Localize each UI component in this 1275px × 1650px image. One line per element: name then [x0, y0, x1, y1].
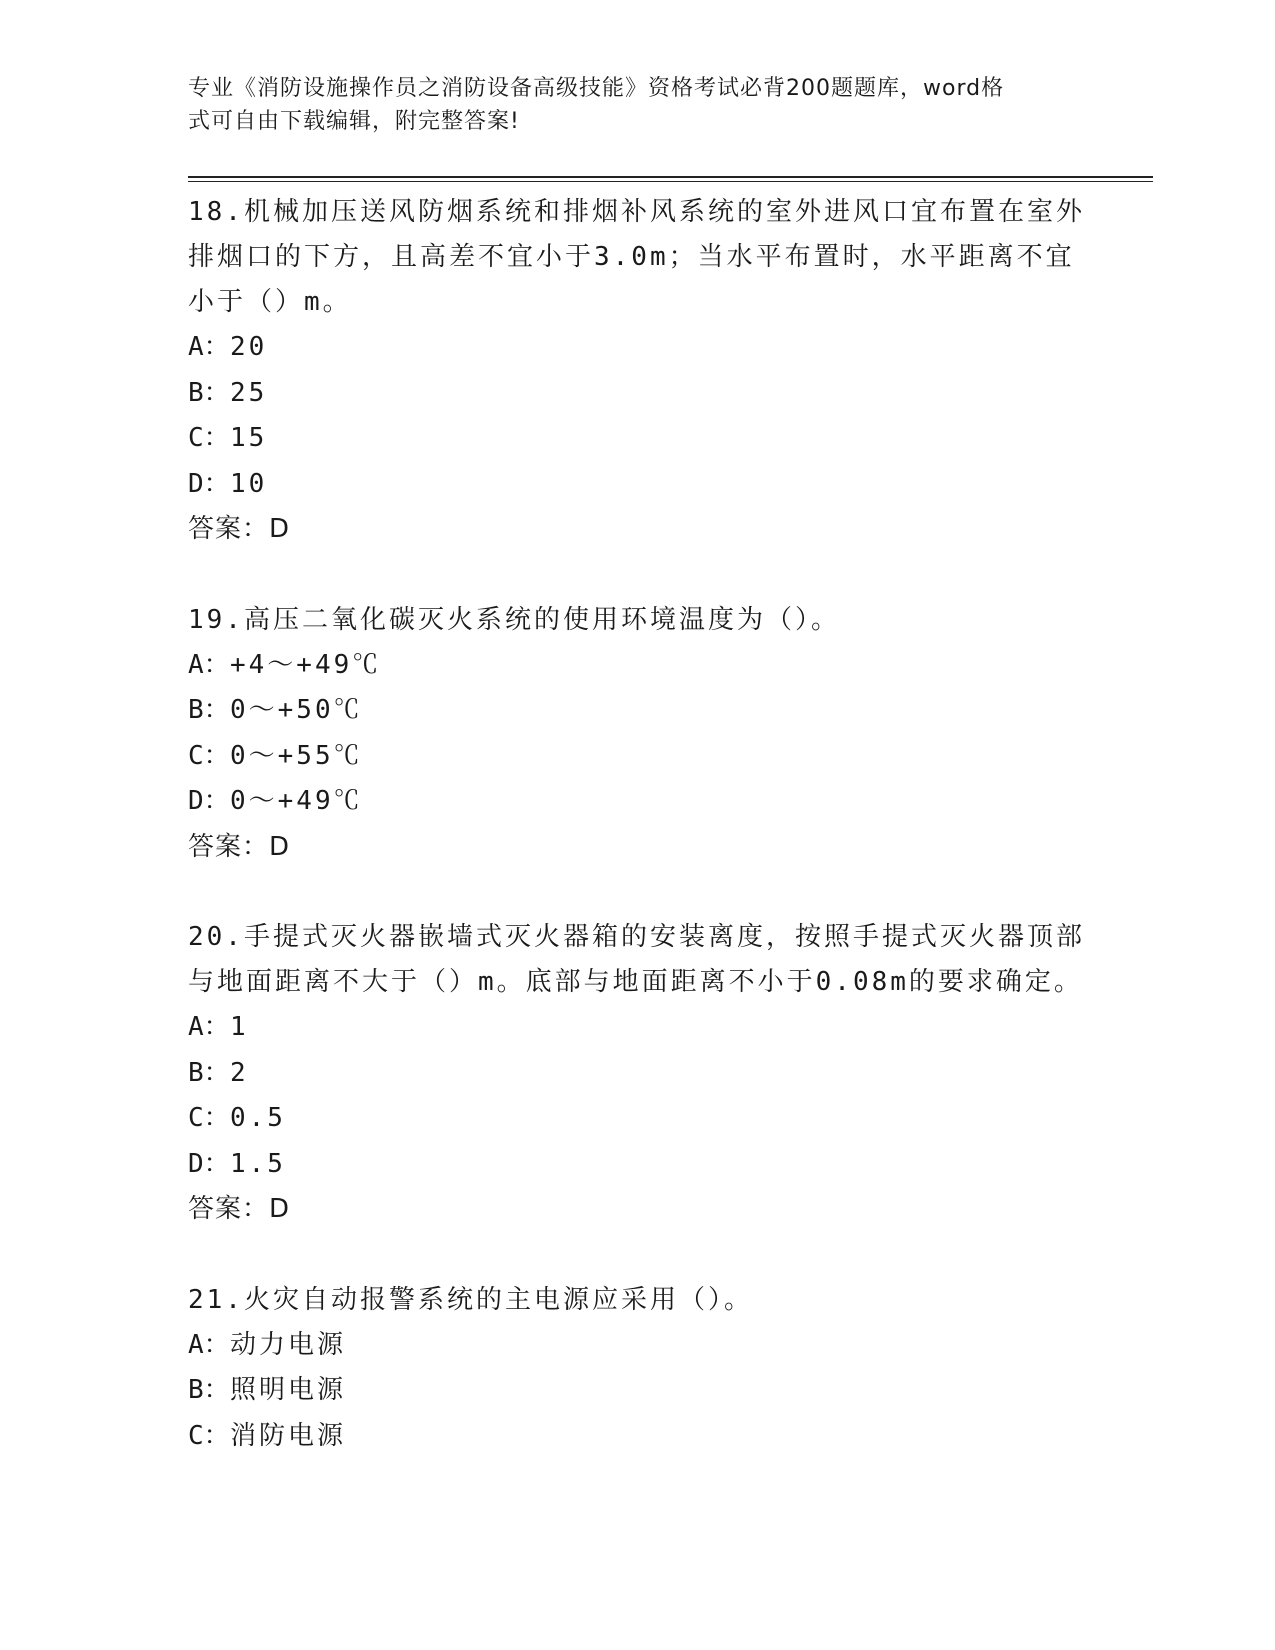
option-text: 1	[230, 1012, 249, 1042]
option-a	[188, 1005, 1088, 1051]
question-stem-line: 小于（）m。	[188, 287, 352, 317]
document-header	[188, 72, 1068, 138]
answer-line: 答案：D	[188, 1194, 291, 1224]
option-b	[188, 1051, 1088, 1097]
question-stem-line: 19.高压二氧化碳灭火系统的使用环境温度为（）。	[188, 604, 840, 635]
option-text: 照明电源	[230, 1375, 347, 1405]
option-text: 2	[230, 1057, 249, 1088]
question-stem-line: 与地面距离不大于（）m。底部与地面距离不小于0.08m的要求确定。	[188, 967, 1083, 997]
question-stem-line: 排烟口的下方，且高差不宜小于3.0m；当水平布置时，水平距离不宜	[188, 242, 1075, 272]
option-text: 25	[230, 377, 268, 408]
option-d	[188, 779, 1088, 825]
option-letter: B：	[188, 695, 230, 725]
option-text: +4～+49℃	[230, 649, 382, 680]
header-divider-thick	[188, 176, 1153, 178]
header-divider-thin	[188, 181, 1153, 182]
option-text: 0～+49℃	[230, 786, 363, 816]
option-b	[188, 1368, 1088, 1414]
header-line-2: 式可自由下载编辑，附完整答案!	[188, 109, 520, 134]
option-text: 消防电源	[230, 1420, 347, 1451]
option-letter: B：	[188, 377, 230, 408]
option-text: 0.5	[230, 1103, 286, 1133]
option-b	[188, 371, 1088, 417]
option-text: 15	[230, 423, 268, 453]
option-a	[188, 325, 1088, 371]
option-c	[188, 734, 1088, 780]
question-19	[188, 598, 1088, 871]
option-letter: C：	[188, 740, 230, 771]
question-stem-line: 20.手提式灭火器嵌墙式灭火器箱的安装离度，按照手提式灭火器顶部	[188, 922, 1085, 952]
option-d	[188, 462, 1088, 508]
option-text: 1.5	[230, 1148, 286, 1179]
option-letter: C：	[188, 1103, 230, 1133]
header-line-1: 专业《消防设施操作员之消防设备高级技能》资格考试必背200题题库，word格	[188, 76, 1005, 101]
option-letter: C：	[188, 423, 230, 453]
option-a	[188, 643, 1088, 689]
question-stem-line: 18.机械加压送风防烟系统和排烟补风系统的室外进风口宜布置在室外	[188, 197, 1085, 227]
option-letter: D：	[188, 1148, 230, 1179]
option-c	[188, 1096, 1088, 1142]
option-letter: A：	[188, 649, 230, 680]
option-text: 0～+55℃	[230, 740, 363, 771]
option-text: 动力电源	[230, 1329, 347, 1360]
option-c	[188, 1414, 1088, 1460]
question-stem-line: 21.火灾自动报警系统的主电源应采用（）。	[188, 1284, 753, 1315]
option-letter: A：	[188, 1012, 230, 1042]
question-list	[188, 190, 1088, 1504]
option-letter: D：	[188, 786, 230, 816]
answer-line: 答案：D	[188, 831, 291, 862]
option-a	[188, 1323, 1088, 1369]
option-b	[188, 688, 1088, 734]
option-text: 10	[230, 468, 268, 499]
option-d	[188, 1142, 1088, 1188]
option-letter: B：	[188, 1057, 230, 1088]
option-c	[188, 416, 1088, 462]
question-18	[188, 190, 1088, 553]
option-text: 20	[230, 332, 268, 362]
option-letter: B：	[188, 1375, 230, 1405]
option-letter: D：	[188, 468, 230, 499]
option-letter: C：	[188, 1420, 230, 1451]
option-letter: A：	[188, 332, 230, 362]
option-text: 0～+50℃	[230, 695, 363, 725]
answer-line: 答案：D	[188, 514, 291, 544]
option-letter: A：	[188, 1329, 230, 1360]
question-21	[188, 1278, 1088, 1460]
question-20	[188, 915, 1088, 1233]
